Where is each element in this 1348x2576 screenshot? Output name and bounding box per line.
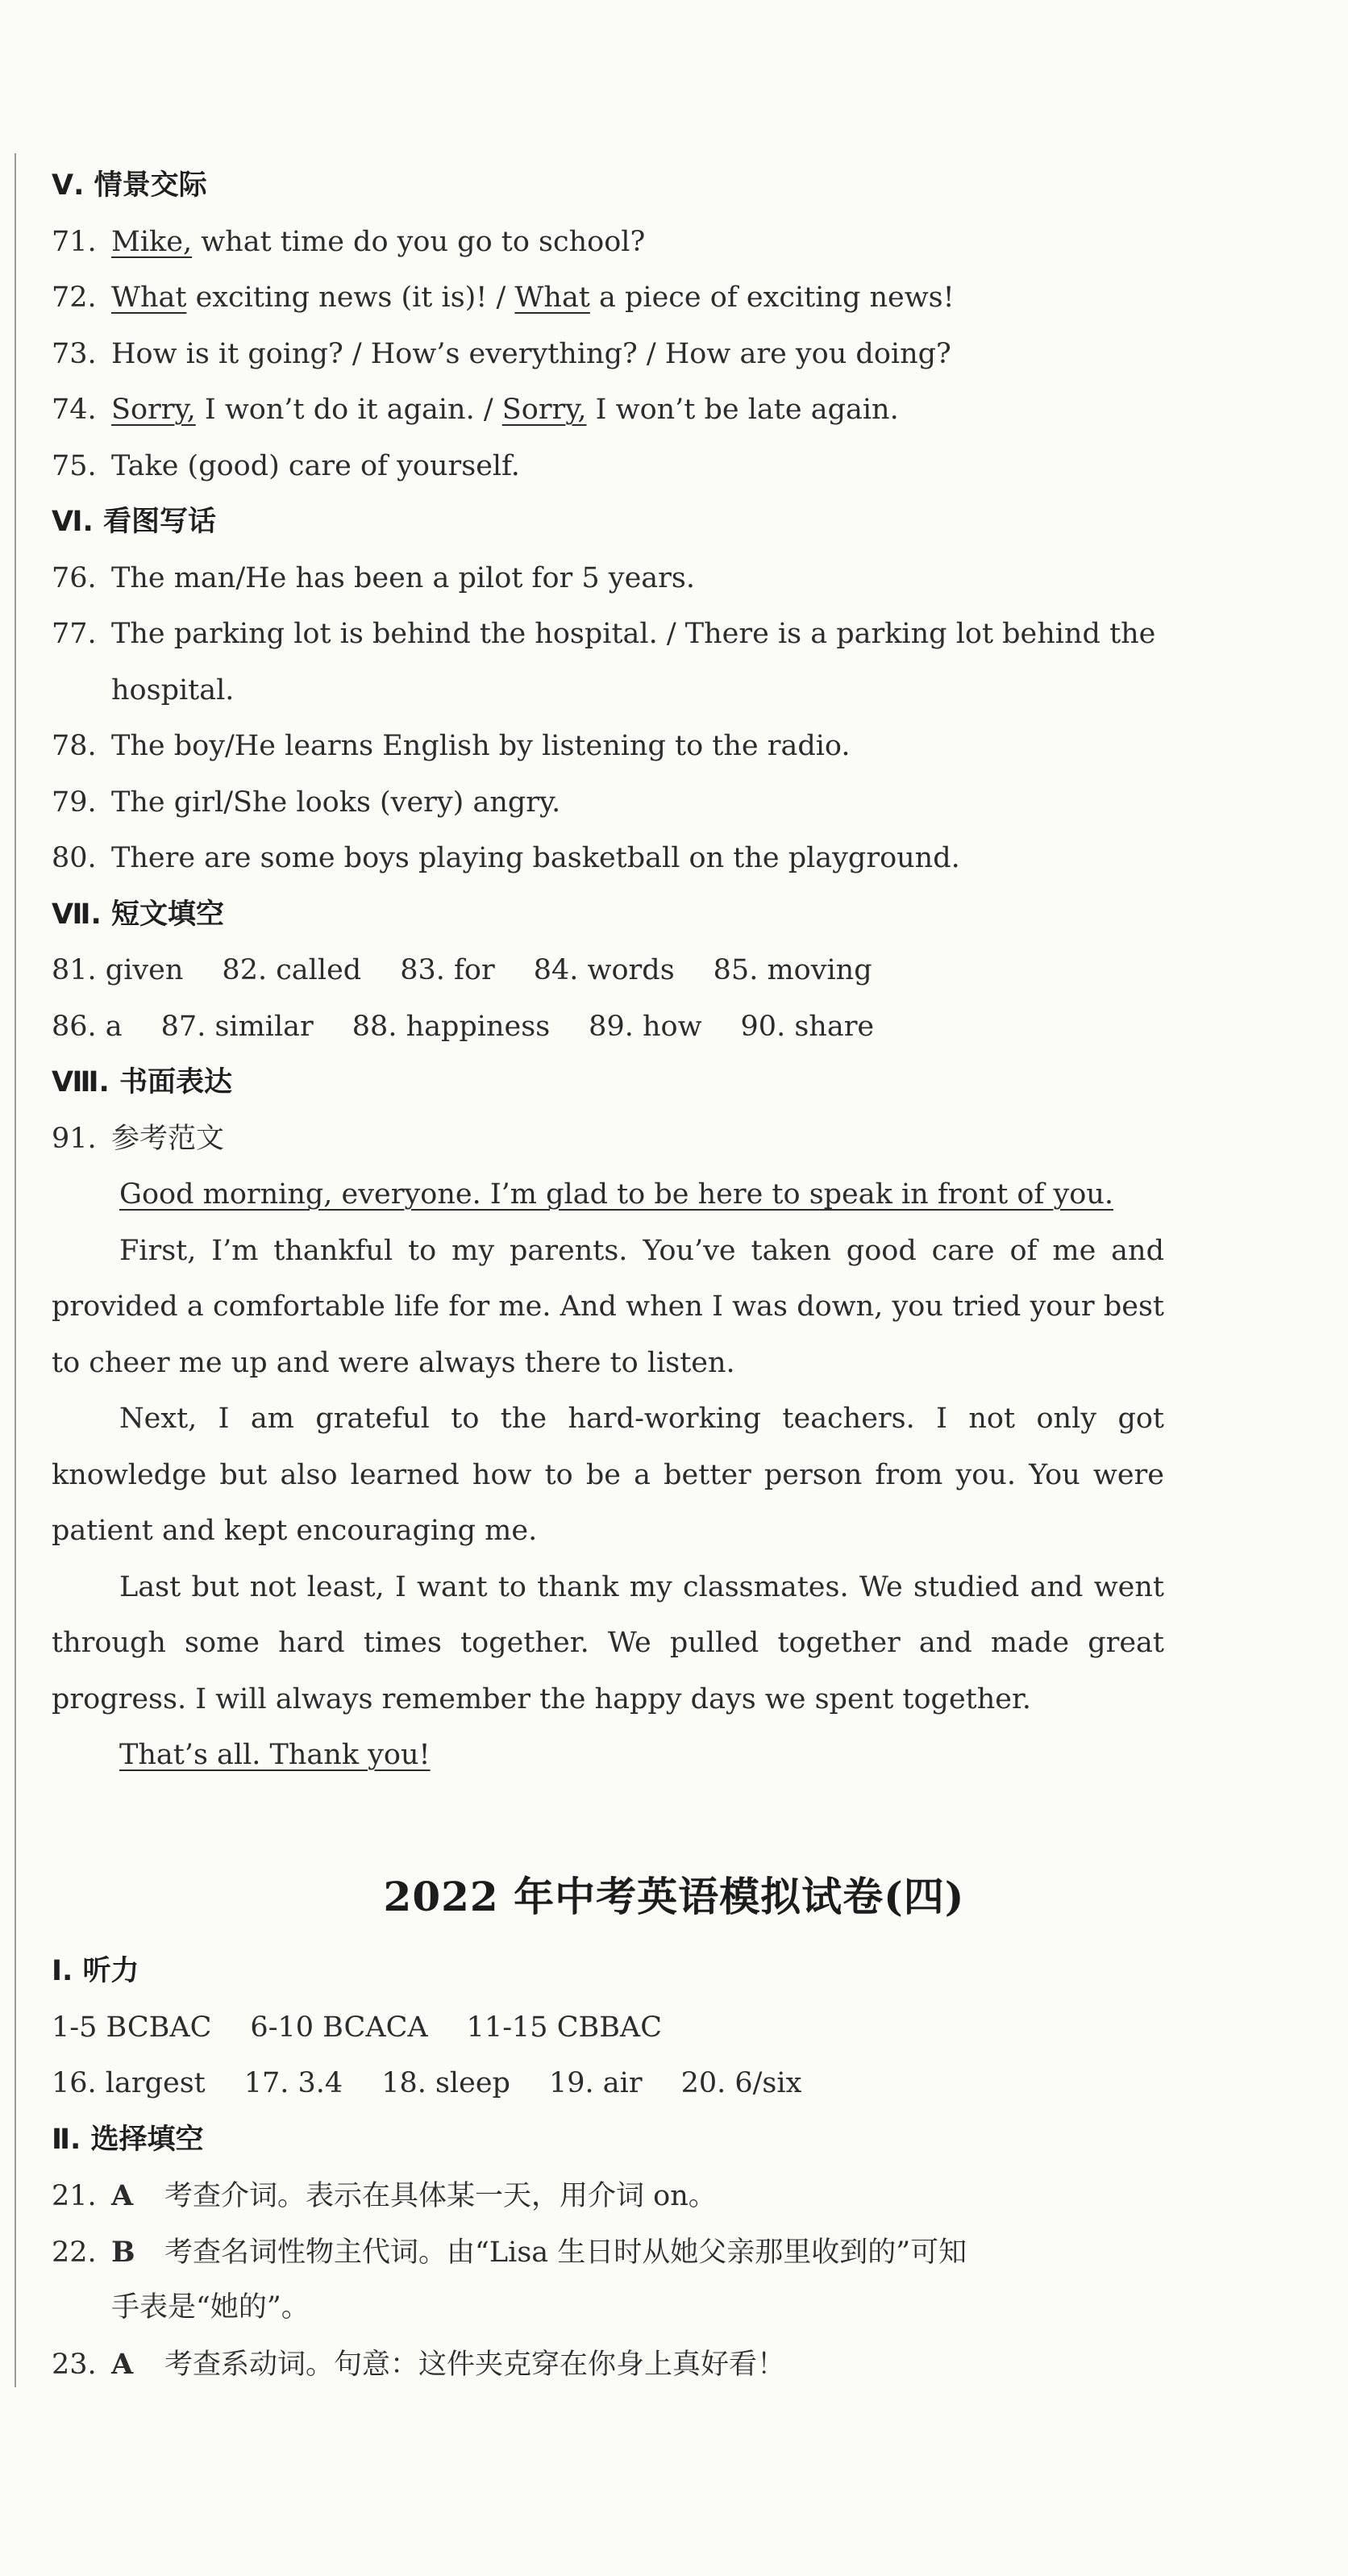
answer-20: 20. 6/six — [680, 2067, 802, 2099]
exam-answers — [52, 1944, 1164, 2392]
answer-19: 19. air — [548, 2067, 643, 2099]
answer-84: 84. words — [533, 954, 675, 986]
answers-86-90 — [52, 999, 1164, 1056]
part-heading-ii: Ⅱ. 选择填空 — [52, 2123, 204, 2156]
answer-86: 86. a — [52, 1010, 123, 1043]
answer-88: 88. happiness — [352, 1010, 551, 1043]
answer-22-continued: 手表是“她的”。 — [111, 2291, 310, 2324]
listening-answers-1-15 — [52, 2000, 1164, 2057]
essay-paragraph-1: First, I’m thankful to my parents. You’ve taken good care of me and provided a comfortable life for me. And when I was down, you tried your best to cheer me up and were always there to listen. — [52, 1234, 1164, 1379]
answer-79: 79. The girl/She looks (very) angry. — [52, 786, 561, 819]
answer-16: 16. largest — [52, 2067, 206, 2099]
answer-89: 89. how — [589, 1010, 702, 1043]
answer-75: 75. Take (good) care of yourself. — [52, 449, 520, 482]
answer-content — [52, 158, 1164, 1784]
answers-81-85 — [52, 943, 1164, 999]
exam-title: 2022 年中考英语模拟试卷(四) — [383, 1873, 965, 1920]
answer-90: 90. share — [740, 1010, 875, 1043]
listening-answers-16-20 — [52, 2056, 1164, 2112]
section-heading-vii: Ⅶ. 短文填空 — [52, 898, 224, 931]
answer-73: 73. How is it going? / How’s everything? / How are you doing? — [52, 337, 951, 370]
essay-greeting: Good morning, everyone. I’m glad to be here to speak in front of you. — [119, 1178, 1113, 1211]
answers-6-10: 6-10 BCACA — [250, 2011, 428, 2044]
answer-77: 77. The parking lot is behind the hospital. / There is a parking lot behind the — [52, 618, 1156, 650]
part-heading-i: Ⅰ. 听力 — [52, 1955, 139, 1987]
section-heading-viii: Ⅷ. 书面表达 — [52, 1066, 233, 1098]
answer-77-continued: hospital. — [111, 673, 235, 707]
essay-paragraph-2: Next, I am grateful to the hard-working teachers. I not only got knowledge but also learned how to be a better person from you. You were patient and kept encouraging me. — [52, 1403, 1164, 1547]
answer-85: 85. moving — [713, 954, 872, 986]
answer-17: 17. 3.4 — [243, 2067, 343, 2099]
answer-83: 83. for — [400, 954, 495, 986]
answer-18: 18. sleep — [381, 2067, 510, 2099]
answer-71: 71. Mike, what time do you go to school? — [52, 225, 646, 258]
answer-22: 22. B 考查名词性物主代词。由“Lisa 生日时从她父亲那里收到的”可知 — [52, 2235, 967, 2269]
answer-21: 21. A 考查介词。表示在具体某一天，用介词 on。 — [52, 2179, 717, 2212]
answer-91-label: 91. 参考范文 — [52, 1122, 225, 1155]
answer-72: 72. What exciting news (it is)! / What a piece of exciting news! — [52, 281, 955, 314]
left-margin-rule — [15, 153, 16, 2387]
answer-23: 23. A 考查系动词。句意：这件夹克穿在你身上真好看！ — [52, 2347, 786, 2381]
answers-1-5: 1-5 BCBAC — [52, 2011, 212, 2044]
answer-81: 81. given — [52, 954, 184, 986]
answer-87: 87. similar — [160, 1010, 314, 1043]
answer-76: 76. The man/He has been a pilot for 5 years. — [52, 561, 695, 594]
answers-11-15: 11-15 CBBAC — [466, 2011, 662, 2044]
section-heading-v: Ⅴ. 情景交际 — [52, 169, 207, 202]
answer-80: 80. There are some boys playing basketball on the playground. — [52, 842, 960, 874]
answer-74: 74. Sorry, I won’t do it again. / Sorry, I won’t be late again. — [52, 394, 899, 426]
essay-paragraph-3: Last but not least, I want to thank my classmates. We studied and went through some hard times together. We pulled together and made great progress. I will always remember the happy days we spent together. — [52, 1570, 1164, 1715]
answer-82: 82. called — [222, 954, 362, 986]
section-heading-vi: Ⅵ. 看图写话 — [52, 506, 216, 538]
answer-78: 78. The boy/He learns English by listening to the radio. — [52, 730, 851, 762]
essay-closing: That’s all. Thank you! — [119, 1739, 431, 1771]
